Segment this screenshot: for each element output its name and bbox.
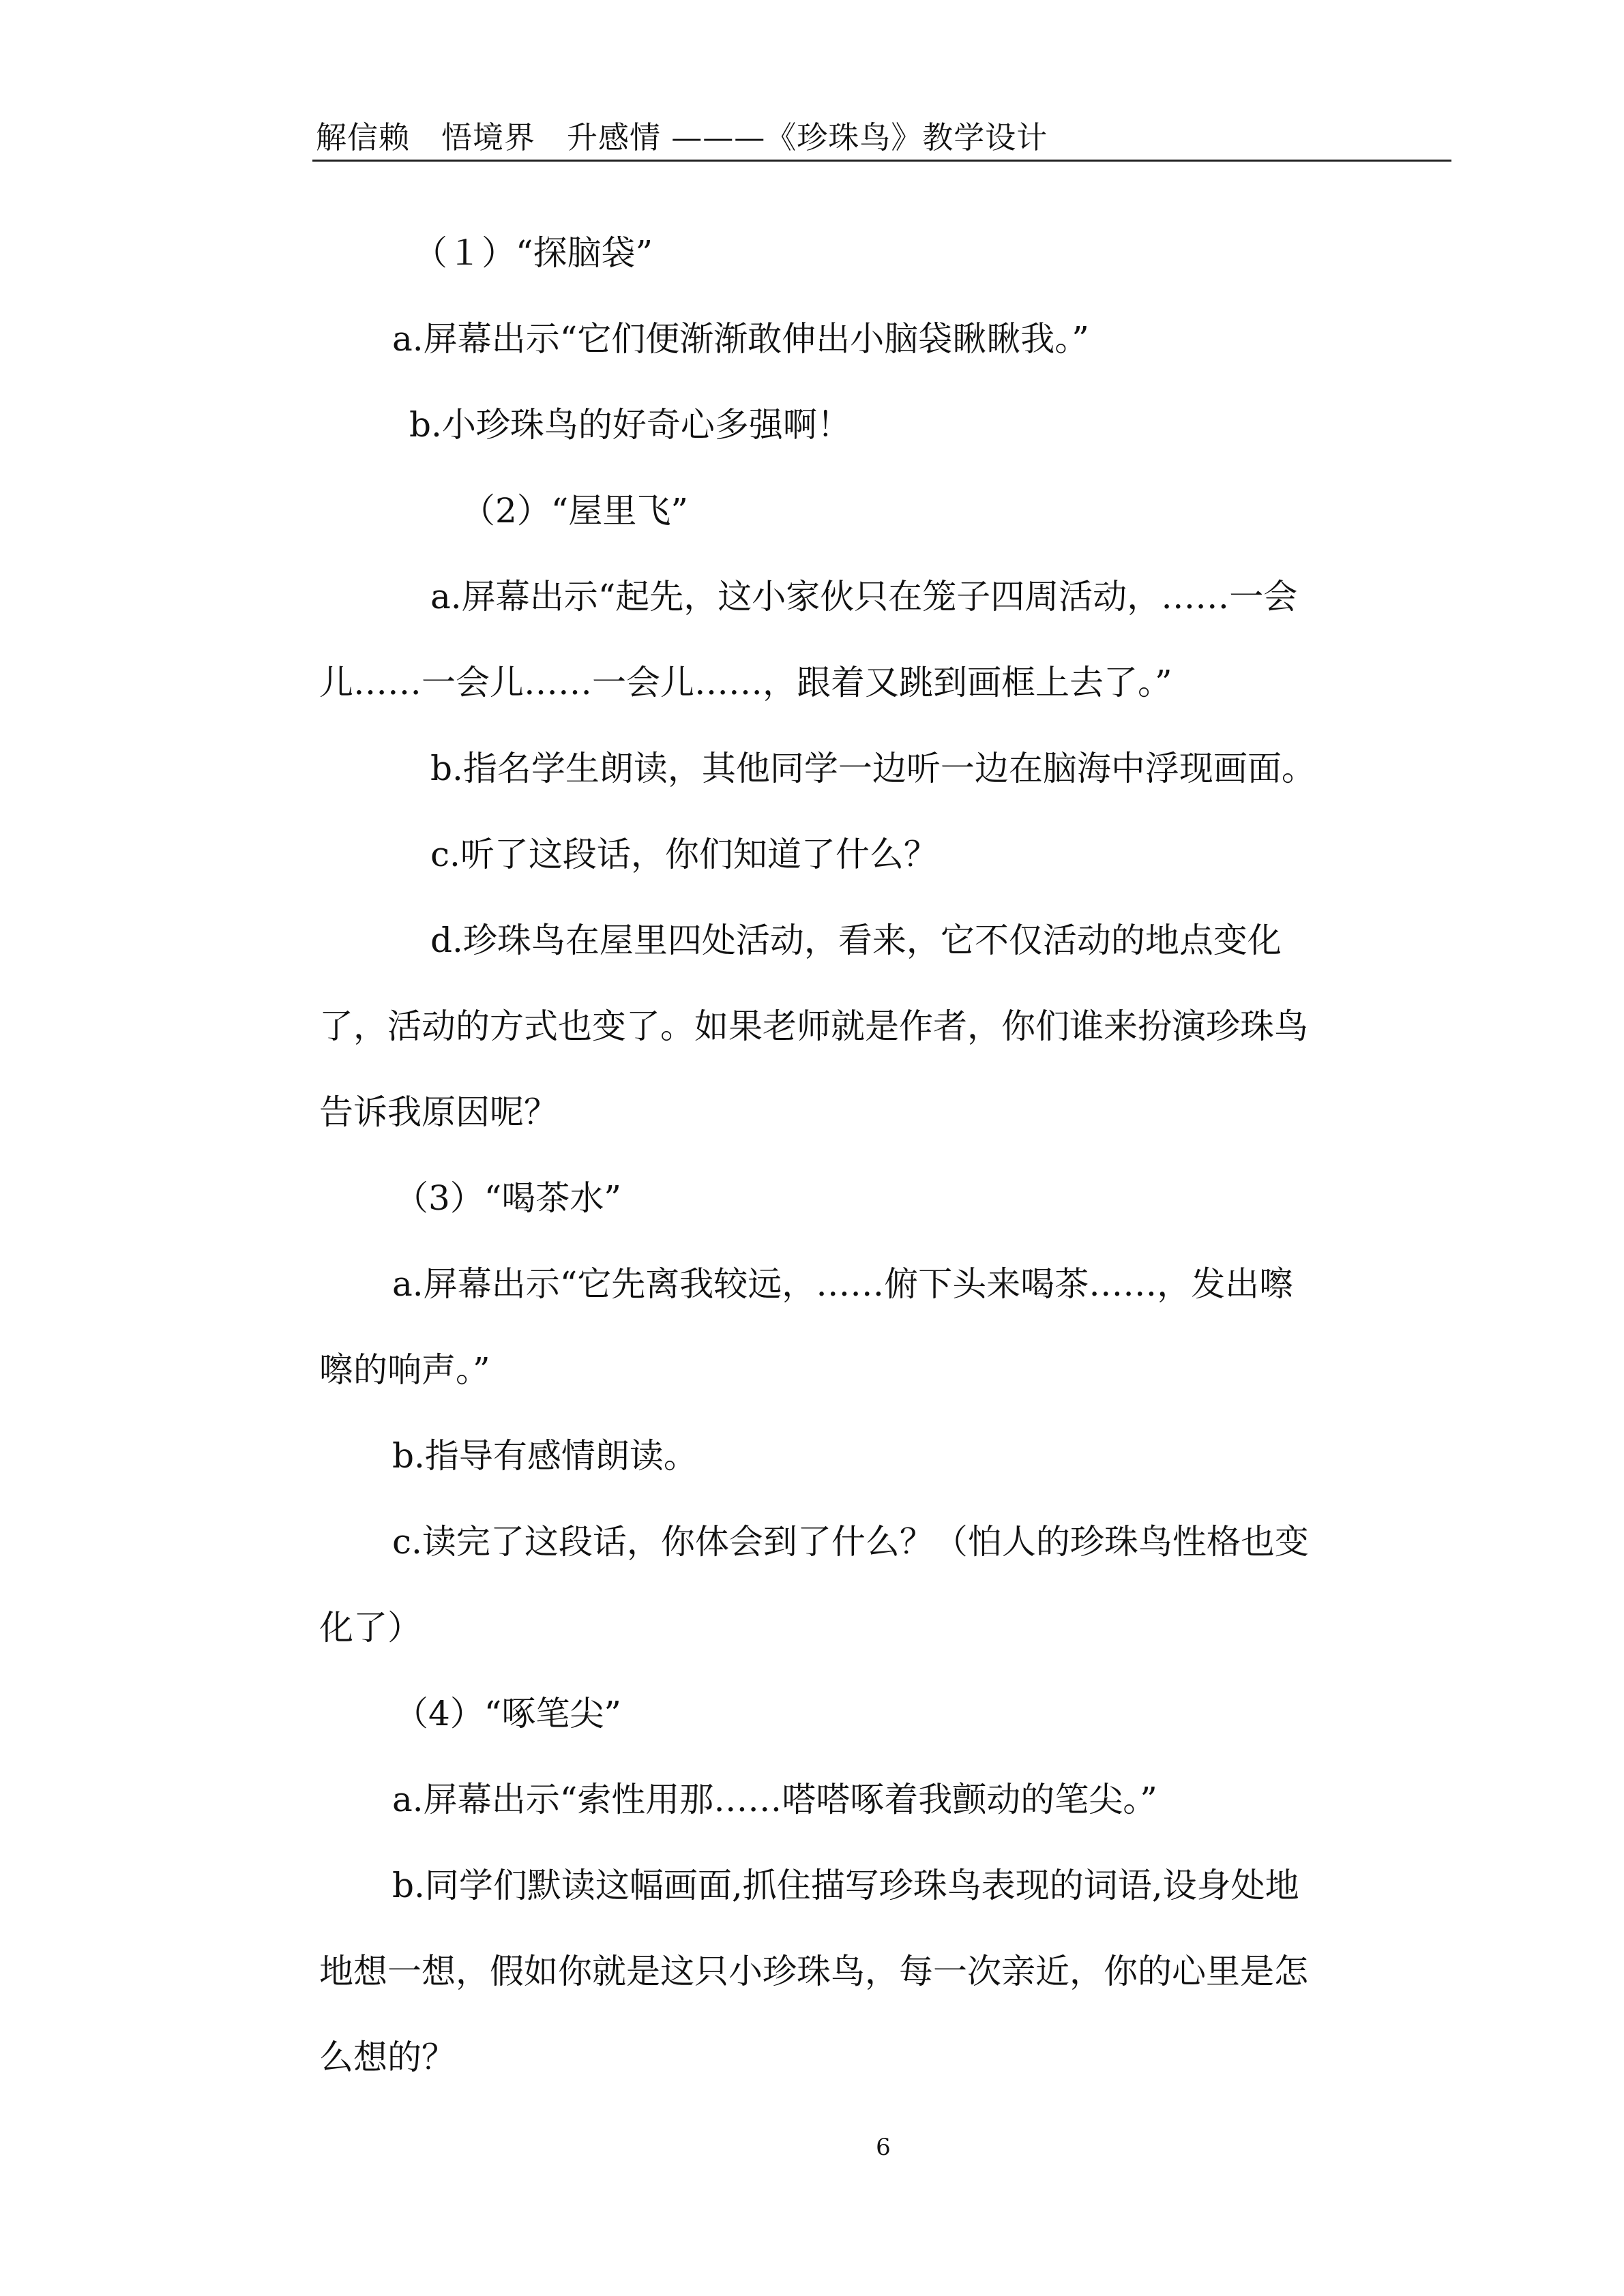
paragraph-line: a.屏幕出示“起先，这小家伙只在笼子四周活动，……一会: [430, 577, 1298, 616]
paragraph-line: a.屏幕出示“它们便渐渐敢伸出小脑袋瞅瞅我。”: [392, 319, 1089, 359]
paragraph-line: b.小珍珠鸟的好奇心多强啊！: [409, 405, 851, 445]
paragraph-line: 地想一想，假如你就是这只小珍珠鸟，每一次亲近，你的心里是怎: [319, 1952, 1308, 1991]
paragraph-line: a.屏幕出示“它先离我较远，……俯下头来喝茶……，发出嚓: [392, 1264, 1294, 1304]
paragraph-line: c.听了这段话，你们知道了什么？: [430, 835, 938, 874]
header-divider: [312, 160, 1451, 162]
paragraph-line: 了，活动的方式也变了。如果老师就是作者，你们谁来扮演珍珠鸟: [319, 1007, 1308, 1046]
page-number: 6: [876, 2134, 891, 2161]
paragraph-line: b.指导有感情朗读。: [392, 1436, 698, 1476]
paragraph-line: 么想的？: [319, 2038, 456, 2077]
section-heading-1: （１）“探脑袋”: [413, 233, 653, 273]
paragraph-line: 儿……一会儿……一会儿……，跟着又跳到画框上去了。”: [319, 663, 1172, 702]
paragraph-line: 告诉我原因呢？: [319, 1092, 558, 1132]
paragraph-line: 化了）: [319, 1608, 422, 1648]
paragraph-line: d.珍珠鸟在屋里四处活动，看来，它不仅活动的地点变化: [430, 921, 1282, 960]
paragraph-line: b.指名学生朗读，其他同学一边听一边在脑海中浮现画面。: [430, 749, 1316, 788]
section-heading-4: （4）“啄笔尖”: [394, 1694, 621, 1733]
section-heading-3: （3）“喝茶水”: [394, 1178, 621, 1218]
paragraph-line: a.屏幕出示“索性用那……嗒嗒啄着我颤动的笔尖。”: [392, 1780, 1157, 1819]
paragraph-line: b.同学们默读这幅画面,抓住描写珍珠鸟表现的词语,设身处地: [392, 1866, 1299, 1905]
page-header-title: 解信赖 悟境界 升感情 ———《珍珠鸟》教学设计: [316, 119, 1048, 155]
paragraph-line: c.读完了这段话，你体会到了什么？（怕人的珍珠鸟性格也变: [392, 1522, 1309, 1562]
paragraph-line: 嚓的响声。”: [319, 1350, 490, 1390]
section-heading-2: （2）“屋里飞”: [461, 491, 688, 531]
document-body: [319, 210, 1428, 2100]
